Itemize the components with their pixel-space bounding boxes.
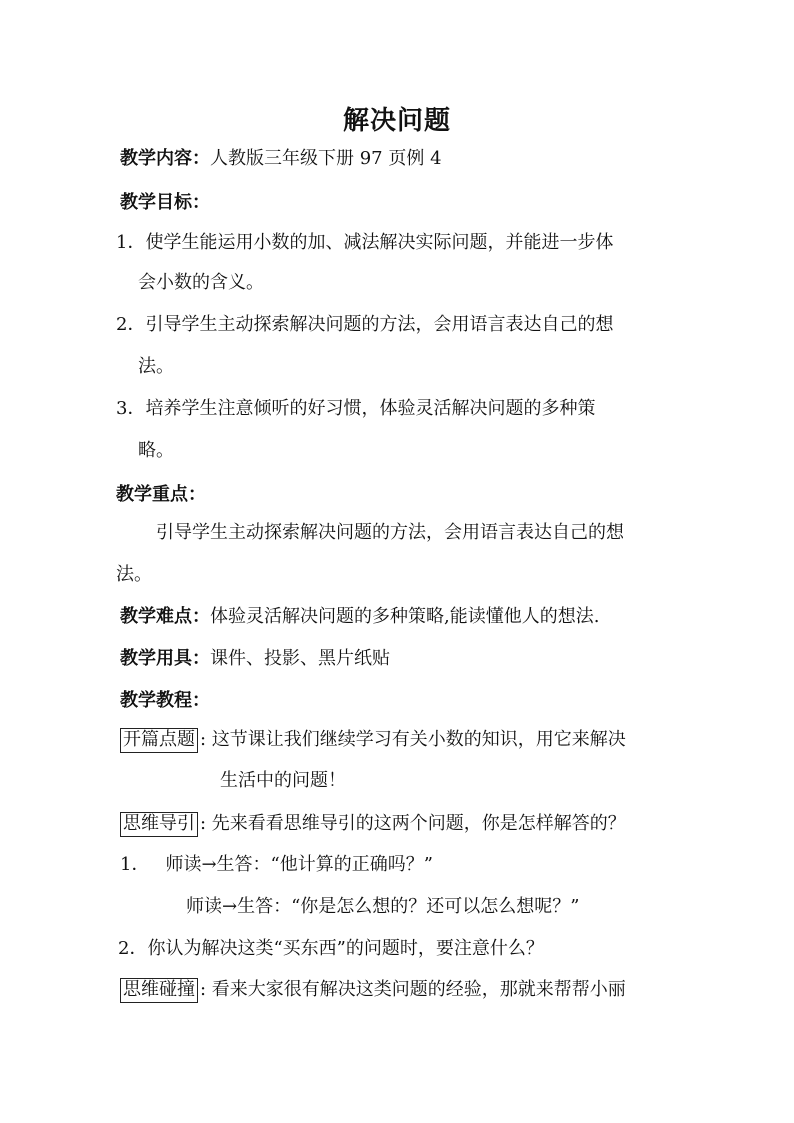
opening-line2: 生活中的问题！: [220, 770, 346, 791]
guide-q1-num: 1．: [120, 854, 150, 875]
opening-section: [120, 728, 626, 753]
difficulties-text: 体验灵活解决问题的多种策略,能读懂他人的想法.: [210, 606, 600, 627]
opening-boxed-heading: 开篇点题: [120, 728, 198, 753]
guide-question-2: 2．你认为解决这类“买东西”的问题时，要注意什么？: [118, 938, 544, 959]
guide-section: [120, 812, 626, 837]
process-label: 教学教程：: [120, 690, 210, 711]
key-points-line1: 引导学生主动探索解决问题的方法，会用语言表达自己的想: [156, 522, 624, 543]
guide-q1a-text: 师读→生答：“他计算的正确吗？”: [165, 854, 433, 875]
opening-text: : 这节课让我们继续学习有关小数的知识，用它来解决: [200, 729, 626, 750]
collision-text: : 看来大家很有解决这类问题的经验，那就来帮帮小丽: [200, 979, 626, 1000]
tools-text: 课件、投影、黑片纸贴: [210, 648, 390, 669]
teaching-content-text: 人教版三年级下册 97 页例 4: [210, 148, 442, 169]
key-points-label: 教学重点：: [116, 484, 206, 505]
objective-2-line2: 法。: [138, 356, 174, 377]
objective-1-text: 使学生能运用小数的加、减法解决实际问题，并能进一步体: [145, 232, 614, 253]
objective-2-line1: [116, 314, 613, 336]
difficulties: [120, 606, 599, 628]
objective-1-line1: [116, 232, 613, 254]
objective-3-line1: [116, 398, 595, 420]
objective-2-text: 引导学生主动探索解决问题的方法，会用语言表达自己的想: [145, 314, 614, 335]
collision-section: [120, 978, 626, 1003]
guide-question-1b: 师读→生答：“你是怎么想的？还可以怎么想呢？”: [186, 896, 580, 917]
guide-boxed-heading: 思维导引: [120, 812, 198, 837]
objective-2-num: 2．: [116, 314, 146, 335]
key-points-line2: 法。: [116, 564, 152, 585]
objective-3-line2: 略。: [138, 440, 174, 461]
teaching-content: [120, 148, 442, 170]
objective-3-text: 培养学生注意倾听的好习惯，体验灵活解决问题的多种策: [145, 398, 596, 419]
objective-3-num: 3．: [116, 398, 146, 419]
difficulties-label: 教学难点：: [120, 606, 210, 627]
tools-label: 教学用具：: [120, 648, 210, 669]
guide-question-1a: [120, 854, 433, 876]
tools: [120, 648, 390, 670]
guide-text: : 先来看看思维导引的这两个问题，你是怎样解答的？: [200, 813, 626, 834]
page-title: 解决问题: [342, 106, 451, 136]
objectives-label: 教学目标：: [120, 192, 210, 213]
objective-1-line2: 会小数的含义。: [138, 272, 264, 293]
teaching-content-label: 教学内容：: [120, 148, 210, 169]
objective-1-num: 1．: [116, 232, 146, 253]
collision-boxed-heading: 思维碰撞: [120, 978, 198, 1003]
